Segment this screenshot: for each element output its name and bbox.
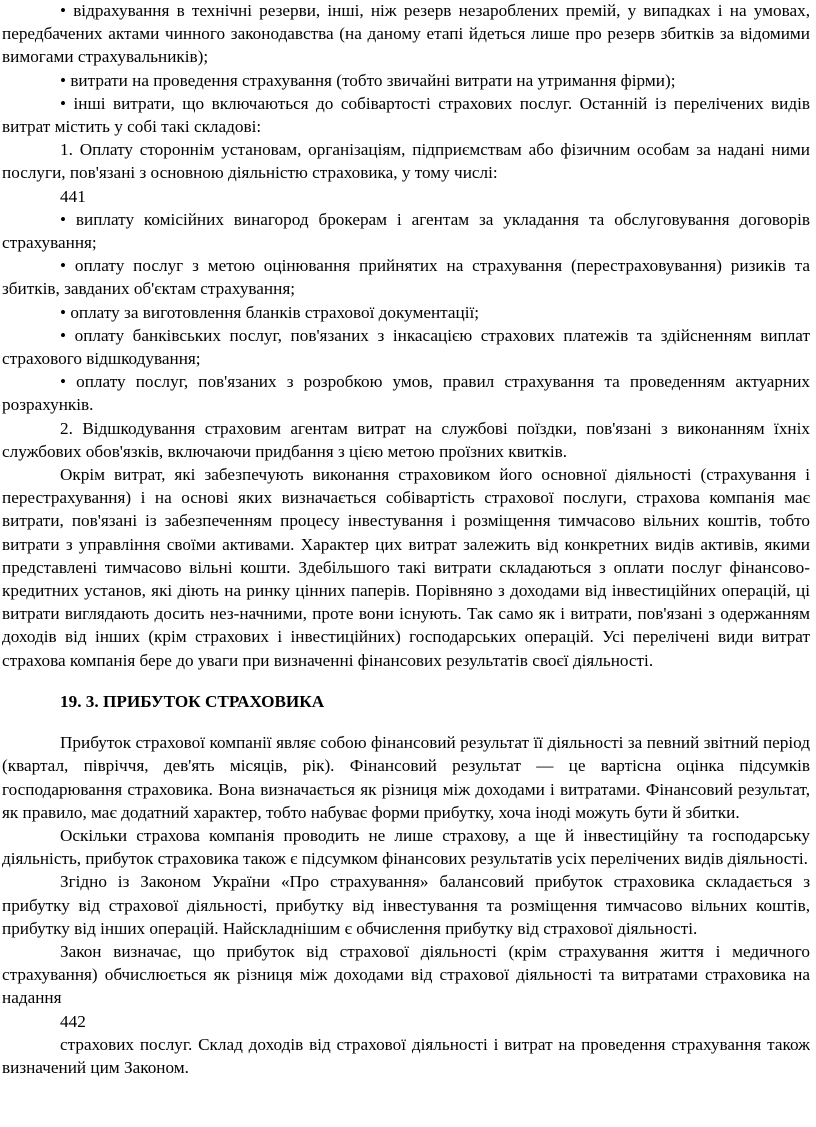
paragraph-item-1: 1. Оплату стороннім установам, організаціям, підприємствам або фізичним особам за надані ними послуги, пов'язані з основною діяльністю страховика, у тому числі: bbox=[2, 140, 810, 183]
paragraph-forms-bullet: • оплату за виготовлення бланків страхової документації; bbox=[60, 302, 480, 322]
paragraph-law-definition: Закон визначає, що прибуток від страхової діяльності (крім страхування життя і медичного страхування) обчислюється як різниця між доходами від страхової діяльності та витратами страховика на надання bbox=[2, 941, 810, 1008]
section-heading: 19. 3. ПРИБУТОК СТРАХОВИКА bbox=[60, 691, 325, 711]
page-number-442: 442 bbox=[60, 1011, 86, 1031]
paragraph-commission-bullet: • виплату комісійних винагород брокерам і агентам за укладання та обслуговування договорів страхування; bbox=[2, 209, 810, 253]
paragraph-balance-profit: Згідно із Законом України «Про страхування» балансовий прибуток страховика складається з прибутку від страхової діяльності, прибутку від інвестування та розміщення тимчасово вільних коштів, прибутку від інших операцій. Найскладнішим є обчислення прибутку від страхової діяльності. bbox=[2, 872, 810, 938]
page-number-441: 441 bbox=[60, 186, 86, 206]
paragraph-continuation: страхових послуг. Склад доходів від страхової діяльності і витрат на проведення страхування також визначений цим Законом. bbox=[2, 1034, 810, 1077]
paragraph-actuarial-bullet: • оплату послуг, пов'язаних з розробкою умов, правил страхування та проведенням актуарних розрахунків. bbox=[2, 372, 810, 415]
paragraph-bank-services-bullet: • оплату банківських послуг, пов'язаних з інкасацією страхових платежів та здійсненням виплат страхового відшкодування; bbox=[2, 325, 810, 369]
paragraph-item-2: 2. Відшкодування страховим агентам витрат на службові поїздки, пов'язані з виконанням їхніх службових обов'язків, включаючи придбання з цією метою проїзних квитків. bbox=[2, 418, 810, 461]
paragraph-other-costs-bullet: • інші витрати, що включаються до собівартості страхових послуг. Останній із перелічених видів витрат містить у собі такі складові: bbox=[2, 93, 810, 137]
paragraph-activity-types: Оскільки страхова компанія проводить не лише страхову, а ще й інвестиційну та господарську діяльність, прибуток страховика також є підсумком фінансових результатів усіх перелічених видів діяльності. bbox=[2, 825, 810, 869]
paragraph-asset-management-costs: Окрім витрат, які забезпечують виконання страховиком його основної діяльності (страхування і перестрахування) і на основі яких визначається собівартість страхової послуги, страхова компанія має витрати, пов'язані із забезпеченням процесу інвестування і розміщення тимчасово вільних коштів, тобто витрати з управління своїми активами. Характер цих витрат залежить від конкретних видів активів, якими представлені тимчасово вільні кошти. Здебільшого такі витрати складаються з оплати послуг фінансово-кредитних установ, які діють на ринку цінних паперів. Порівняно з доходами від інвестиційних операцій, ці витрати виглядають досить нез-начними, проте вони існують. Так само як і витрати, пов'язані з одержанням доходів від інших (крім страхових і інвестиційних) господарських операцій. Усі перелічені види витрат страхова компанія бере до уваги при визначенні фінансових результатів своєї діяльності. bbox=[2, 465, 810, 670]
paragraph-operating-costs-bullet: • витрати на проведення страхування (тобто звичайні витрати на утримання фірми); bbox=[60, 70, 676, 90]
paragraph-profit-definition: Прибуток страхової компанії являє собою фінансовий результат її діяльності за певний звітний період (квартал, півріччя, дев'ять місяців, рік). Фінансовий результат — це вартісна оцінка підсумків господарювання страховика. Вона визначається як різниця між доходами і витратами. Фінансовий результат, як правило, має додатний характер, тобто набуває форми прибутку, хоча іноді можуть бути й збитки. bbox=[2, 733, 810, 822]
paragraph-reserves-bullet: • відрахування в технічні резерви, інші, ніж резерв незароблених премій, у випадках і на умовах, передбачених актами чинного законодавства (на даному етапі йдеться лише про резерв збитків за відомими вимогами страхувальників); bbox=[2, 1, 810, 67]
paragraph-risk-assessment-bullet: • оплату послуг з метою оцінювання прийнятих на страхування (перестраховування) ризиків та збитків, завданих об'єктам страхування; bbox=[2, 256, 810, 299]
